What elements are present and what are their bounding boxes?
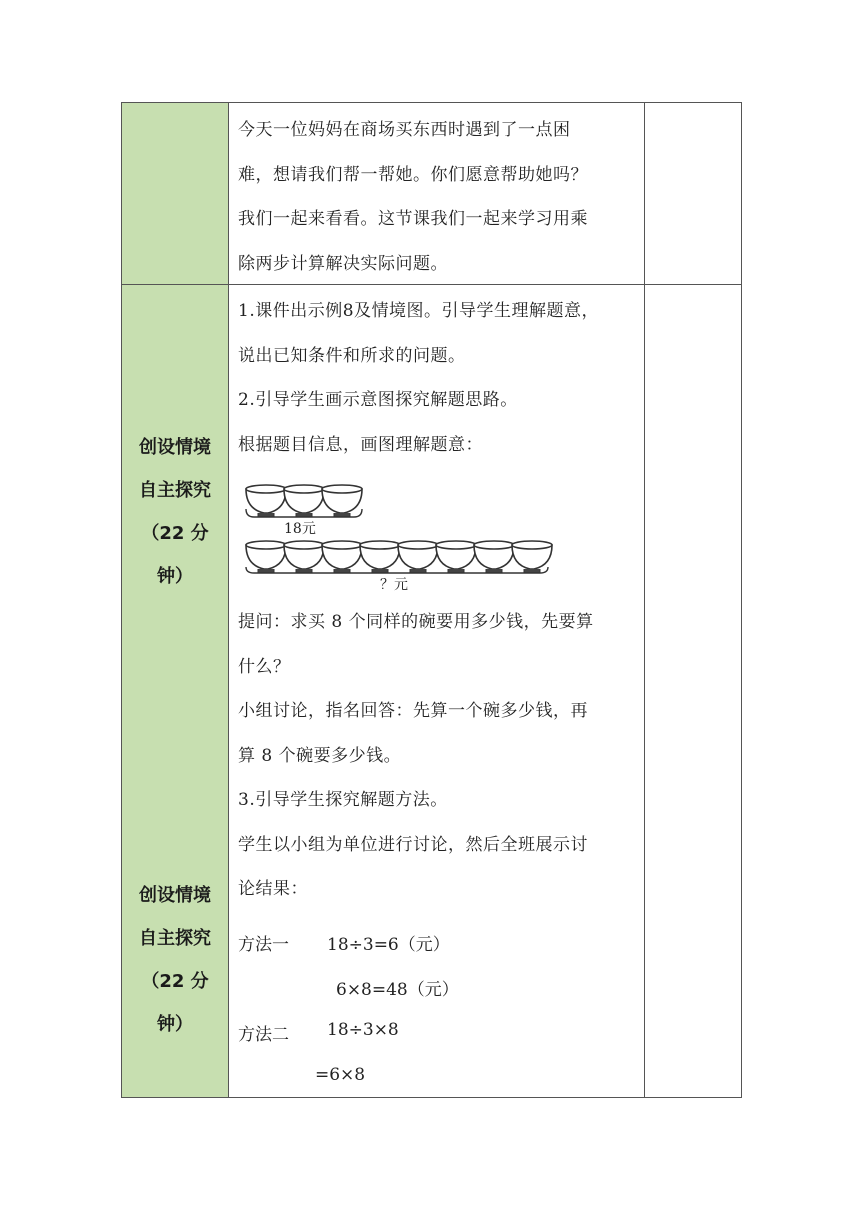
method2-equation-1: 18÷3×8 (327, 1020, 399, 1040)
section-label-repeat: 创设情境 自主探究 （22 分 钟） (139, 885, 211, 1035)
step-line: 论结果： (238, 879, 308, 899)
intro-line: 我们一起来看看。这节课我们一起来学习用乘 (238, 209, 588, 229)
step-line: 2.引导学生画示意图探究解题思路。 (238, 390, 518, 410)
lesson-table (121, 102, 742, 1098)
method2-label: 方法二 (238, 1025, 289, 1045)
step-line: 提问：求买 8 个同样的碗要用多少钱，先要算 (238, 612, 594, 632)
intro-paragraph (238, 108, 644, 286)
step-line: 小组讨论，指名回答：先算一个碗多少钱，再 (238, 701, 588, 721)
step-line: 什么？ (238, 656, 291, 677)
bowl-row-bottom (246, 541, 552, 573)
brace-bottom (246, 567, 548, 573)
method1-equation-1: 18÷3=6（元） (327, 935, 450, 955)
steps-paragraph-bottom (238, 600, 644, 912)
section-label: 创设情境 自主探究 （22 分 钟） (139, 437, 211, 587)
bowl-row-top (246, 485, 362, 517)
intro-line: 今天一位妈妈在商场买东西时遇到了一点困 (238, 120, 571, 140)
column-divider-1 (228, 103, 229, 1097)
method2-equation-2: =6×8 (315, 1065, 366, 1085)
step-line: 算 8 个碗要多少钱。 (238, 745, 402, 766)
step-line: 1.课件出示例8及情境图。引导学生理解题意， (238, 301, 600, 321)
step-line: 说出已知条件和所求的问题。 (238, 345, 466, 366)
label-top: 18元 (284, 521, 316, 537)
column-divider-2 (644, 103, 645, 1097)
steps-paragraph-top (238, 289, 644, 467)
step-line: 根据题目信息，画图理解题意： (238, 434, 483, 455)
step-line: 学生以小组为单位进行讨论，然后全班展示讨 (238, 834, 588, 855)
label-bottom: ？元 (380, 577, 408, 593)
intro-line: 除两步计算解决实际问题。 (238, 253, 448, 274)
bowl-diagram (240, 475, 560, 593)
intro-line: 难，想请我们帮一帮她。你们愿意帮助她吗？ (238, 164, 588, 185)
row1-label-cell (122, 103, 228, 284)
step-line: 3.引导学生探究解题方法。 (238, 790, 448, 810)
method1-label: 方法一 (238, 935, 289, 955)
method1-equation-2: 6×8=48（元） (336, 980, 459, 1000)
